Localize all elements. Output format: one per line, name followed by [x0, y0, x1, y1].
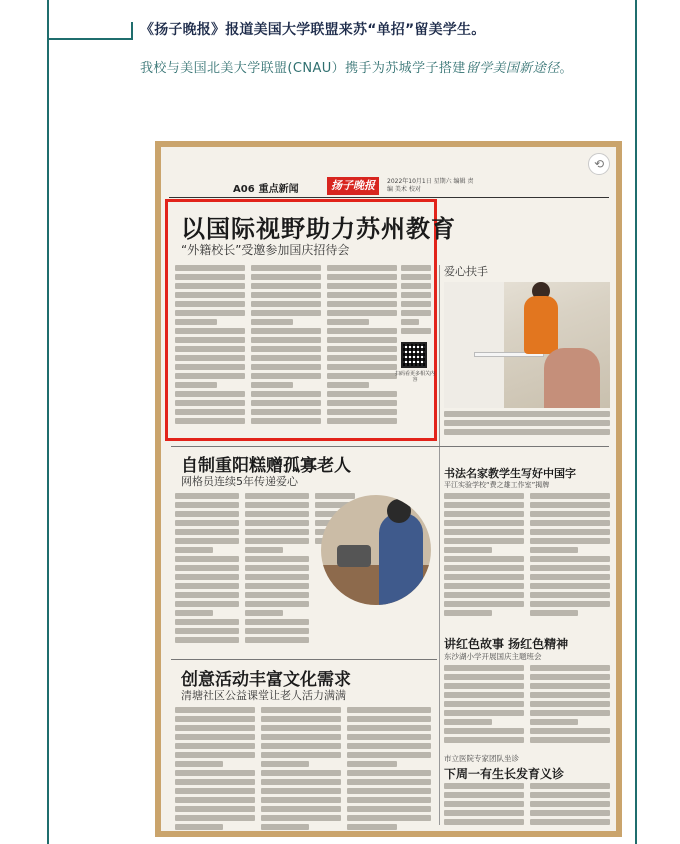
text-line: [530, 792, 610, 798]
text-line: [175, 364, 245, 370]
text-line: [251, 328, 321, 334]
text-line: [175, 770, 255, 776]
text-line: [251, 364, 321, 370]
text-line: [347, 806, 431, 812]
text-line: [327, 292, 397, 298]
column-divider: [439, 265, 440, 825]
right-story1-subheadline: 平江实验学校“费之雄工作室”揭牌: [444, 481, 550, 489]
text-line: [401, 328, 431, 334]
story3-headline: 创意活动丰富文化需求: [181, 670, 351, 690]
text-line: [444, 538, 524, 544]
text-line: [530, 728, 610, 734]
text-line: [444, 592, 524, 598]
text-line: [175, 628, 239, 634]
text-line: [530, 719, 578, 725]
text-line: [444, 493, 524, 499]
text-line: [444, 502, 524, 508]
text-line: [327, 310, 397, 316]
text-line: [245, 493, 309, 499]
right-story3-column-1: [444, 783, 524, 831]
text-line: [261, 761, 309, 767]
text-line: [175, 637, 239, 643]
right-story1-column-2: [530, 493, 610, 627]
text-line: [444, 601, 524, 607]
right-column-title: 爱心扶手: [444, 265, 488, 278]
text-line: [251, 373, 321, 379]
text-line: [175, 574, 239, 580]
text-line: [530, 565, 610, 571]
text-line: [444, 819, 524, 825]
text-line: [175, 283, 245, 289]
text-line: [175, 346, 245, 352]
text-line: [530, 692, 610, 698]
text-line: [347, 770, 431, 776]
text-line: [245, 574, 309, 580]
text-line: [251, 301, 321, 307]
text-line: [245, 511, 309, 517]
text-line: [175, 725, 255, 731]
text-line: [347, 788, 431, 794]
masthead-rule: [169, 197, 609, 198]
text-line: [251, 418, 321, 424]
text-line: [530, 810, 610, 816]
text-line: [530, 601, 610, 607]
text-line: [175, 529, 239, 535]
text-line: [245, 547, 283, 553]
text-line: [444, 665, 524, 671]
story2-column-1: [175, 493, 239, 653]
page-label: [233, 180, 299, 195]
text-line: [444, 610, 492, 616]
text-line: [530, 556, 610, 562]
text-line: [444, 420, 610, 426]
text-line: [327, 364, 397, 370]
text-line: [261, 788, 341, 794]
right-story1-column-1: [444, 493, 524, 627]
handrail-photo-caption: [444, 411, 610, 439]
text-line: [245, 538, 309, 544]
story3-column-3: [347, 707, 431, 831]
text-line: [530, 511, 610, 517]
masthead: [161, 177, 616, 197]
text-line: [245, 610, 283, 616]
issue-info: 2022年10月1日 星期六 编辑 责编 美术 校对: [387, 178, 474, 193]
text-line: [175, 265, 245, 271]
text-line: [251, 310, 321, 316]
text-line: [444, 511, 524, 517]
text-line: [347, 743, 431, 749]
text-line: [444, 547, 492, 553]
text-line: [401, 319, 419, 325]
text-line: [530, 538, 610, 544]
text-line: [175, 319, 217, 325]
text-line: [175, 301, 245, 307]
text-line: [251, 265, 321, 271]
text-line: [401, 283, 431, 289]
right-story2-subheadline: 东沙湖小学开展国庆主题班会: [444, 652, 542, 661]
text-line: [261, 725, 341, 731]
text-line: [327, 355, 397, 361]
right-story2-column-1: [444, 665, 524, 747]
text-line: [347, 761, 397, 767]
frame-accent-stub: [131, 22, 133, 40]
main-story-column-3: [327, 265, 397, 435]
article-intro-prefix: 我校与美国北美大学联盟(CNAU）携手为苏城学子搭建: [140, 61, 466, 76]
story3-subheadline: 清塘社区公益课堂让老人活力满满: [181, 689, 346, 702]
text-line: [530, 801, 610, 807]
text-line: [401, 292, 431, 298]
text-line: [530, 683, 610, 689]
text-line: [175, 761, 223, 767]
text-line: [327, 301, 397, 307]
right-story2-headline: 讲红色故事 扬红色精神: [444, 637, 569, 651]
text-line: [175, 824, 223, 830]
text-line: [245, 628, 309, 634]
text-line: [444, 792, 524, 798]
frame-left-line: [47, 0, 49, 844]
text-line: [347, 725, 431, 731]
text-line: [251, 391, 321, 397]
text-line: [401, 301, 431, 307]
text-line: [530, 674, 610, 680]
text-line: [175, 815, 255, 821]
text-line: [530, 520, 610, 526]
text-line: [175, 565, 239, 571]
text-line: [251, 283, 321, 289]
section-divider-2: [171, 659, 437, 660]
text-line: [444, 556, 524, 562]
article-intro: [140, 56, 620, 82]
text-line: [327, 382, 369, 388]
text-line: [251, 346, 321, 352]
text-line: [327, 283, 397, 289]
text-line: [175, 752, 255, 758]
text-line: [245, 637, 309, 643]
text-line: [251, 292, 321, 298]
story2-headline: 自制重阳糕赠孤寡老人: [181, 456, 351, 476]
text-line: [530, 665, 610, 671]
text-line: [327, 409, 397, 415]
text-line: [175, 734, 255, 740]
text-line: [444, 574, 524, 580]
text-line: [175, 502, 239, 508]
text-line: [175, 337, 245, 343]
text-line: [327, 373, 397, 379]
text-line: [347, 716, 431, 722]
article-intro-italic: 留学美国新途径: [465, 61, 560, 76]
text-line: [444, 583, 524, 589]
text-line: [175, 391, 245, 397]
text-line: [245, 592, 309, 598]
text-line: [327, 319, 369, 325]
right-story3-headline: 下周一有生长发育义诊: [444, 767, 565, 781]
text-line: [175, 583, 239, 589]
right-story1-headline: 书法名家教学生写好中国字: [444, 467, 576, 480]
text-line: [327, 328, 397, 334]
text-line: [245, 520, 309, 526]
text-line: [261, 707, 341, 713]
main-story-column-2: [251, 265, 321, 435]
text-line: [530, 610, 578, 616]
right-story3-kicker: 市立医院专家团队坐诊: [444, 754, 519, 763]
text-line: [261, 716, 341, 722]
text-line: [347, 824, 397, 830]
text-line: [444, 810, 524, 816]
text-line: [175, 292, 245, 298]
text-line: [175, 310, 245, 316]
article-intro-suffix: 。: [559, 61, 573, 76]
text-line: [401, 265, 431, 271]
text-line: [530, 583, 610, 589]
text-line: [444, 411, 610, 417]
text-line: [261, 806, 341, 812]
text-line: [444, 674, 524, 680]
text-line: [261, 824, 309, 830]
text-line: [175, 707, 255, 713]
text-line: [347, 797, 431, 803]
text-line: [327, 391, 397, 397]
text-line: [530, 710, 610, 716]
text-line: [175, 274, 245, 280]
qr-caption: 扫码看更多相关内容: [394, 371, 435, 383]
text-line: [261, 770, 341, 776]
story2-column-2: [245, 493, 309, 653]
text-line: [444, 683, 524, 689]
text-line: [261, 752, 341, 758]
text-line: [261, 815, 341, 821]
text-line: [444, 520, 524, 526]
text-line: [245, 601, 309, 607]
story3-column-2: [261, 707, 341, 831]
text-line: [251, 400, 321, 406]
text-line: [530, 592, 610, 598]
text-line: [261, 779, 341, 785]
text-line: [401, 274, 431, 280]
text-line: [327, 337, 397, 343]
text-line: [530, 493, 610, 499]
text-line: [530, 502, 610, 508]
text-line: [327, 346, 397, 352]
text-line: [347, 734, 431, 740]
text-line: [530, 819, 610, 825]
text-line: [175, 409, 245, 415]
handrail-photo: [444, 282, 610, 408]
text-line: [444, 737, 524, 743]
text-line: [175, 619, 239, 625]
text-line: [175, 592, 239, 598]
text-line: [245, 619, 309, 625]
article-headline: 《扬子晚报》报道美国大学联盟来苏“单招”留美学生。: [140, 22, 486, 38]
text-line: [530, 574, 610, 580]
text-line: [251, 319, 293, 325]
text-line: [530, 783, 610, 789]
text-line: [251, 409, 321, 415]
text-line: [401, 310, 431, 316]
main-story-column-1: [175, 265, 245, 435]
text-line: [444, 429, 610, 435]
text-line: [261, 797, 341, 803]
text-line: [175, 556, 239, 562]
text-line: [327, 400, 397, 406]
text-line: [444, 565, 524, 571]
text-line: [261, 734, 341, 740]
text-line: [175, 382, 217, 388]
text-line: [175, 538, 239, 544]
text-line: [175, 355, 245, 361]
text-line: [347, 752, 431, 758]
frame-right-line: [635, 0, 637, 844]
text-line: [175, 716, 255, 722]
text-line: [175, 520, 239, 526]
cooking-photo: [321, 495, 431, 605]
right-story2-column-2: [530, 665, 610, 747]
main-subheadline: “外籍校长”受邀参加国庆招待会: [181, 243, 350, 257]
text-line: [251, 337, 321, 343]
text-line: [444, 701, 524, 707]
text-line: [175, 779, 255, 785]
restore-icon[interactable]: ⟲: [588, 153, 610, 175]
text-line: [444, 692, 524, 698]
story2-subheadline: 网格员连续5年传递爱心: [181, 475, 298, 488]
text-line: [327, 418, 397, 424]
newspaper-image[interactable]: [155, 141, 622, 837]
text-line: [251, 274, 321, 280]
newspaper-brand-logo: 扬子晚报: [327, 177, 379, 195]
text-line: [175, 493, 239, 499]
text-line: [444, 728, 524, 734]
story3-column-1: [175, 707, 255, 831]
text-line: [175, 328, 245, 334]
text-line: [530, 737, 610, 743]
text-line: [175, 788, 255, 794]
main-story-column-4: [401, 265, 431, 337]
text-line: [347, 707, 431, 713]
text-line: [530, 701, 610, 707]
text-line: [245, 529, 309, 535]
text-line: [175, 511, 239, 517]
text-line: [175, 610, 213, 616]
text-line: [530, 547, 578, 553]
text-line: [444, 529, 524, 535]
text-line: [245, 565, 309, 571]
text-line: [175, 806, 255, 812]
text-line: [175, 797, 255, 803]
qr-code-icon: [401, 342, 427, 368]
text-line: [347, 815, 431, 821]
page-number: A06: [233, 184, 255, 195]
text-line: [251, 355, 321, 361]
text-line: [315, 493, 355, 499]
text-line: [245, 583, 309, 589]
right-story3-column-2: [530, 783, 610, 831]
text-line: [175, 400, 245, 406]
text-line: [530, 529, 610, 535]
newspaper-page: [161, 147, 616, 831]
main-headline: 以国际视野助力苏州教育: [181, 215, 456, 243]
text-line: [444, 710, 524, 716]
text-line: [175, 418, 245, 424]
text-line: [444, 783, 524, 789]
text-line: [175, 743, 255, 749]
text-line: [175, 373, 245, 379]
text-line: [175, 601, 239, 607]
text-line: [261, 743, 341, 749]
text-line: [175, 547, 213, 553]
text-line: [347, 779, 431, 785]
text-line: [251, 382, 293, 388]
text-line: [444, 801, 524, 807]
text-line: [444, 719, 492, 725]
section-divider-1: [171, 446, 609, 447]
text-line: [327, 265, 397, 271]
page-section: 重点新闻: [258, 184, 299, 195]
text-line: [245, 502, 309, 508]
frame-accent-line: [47, 38, 131, 40]
text-line: [327, 274, 397, 280]
text-line: [245, 556, 309, 562]
